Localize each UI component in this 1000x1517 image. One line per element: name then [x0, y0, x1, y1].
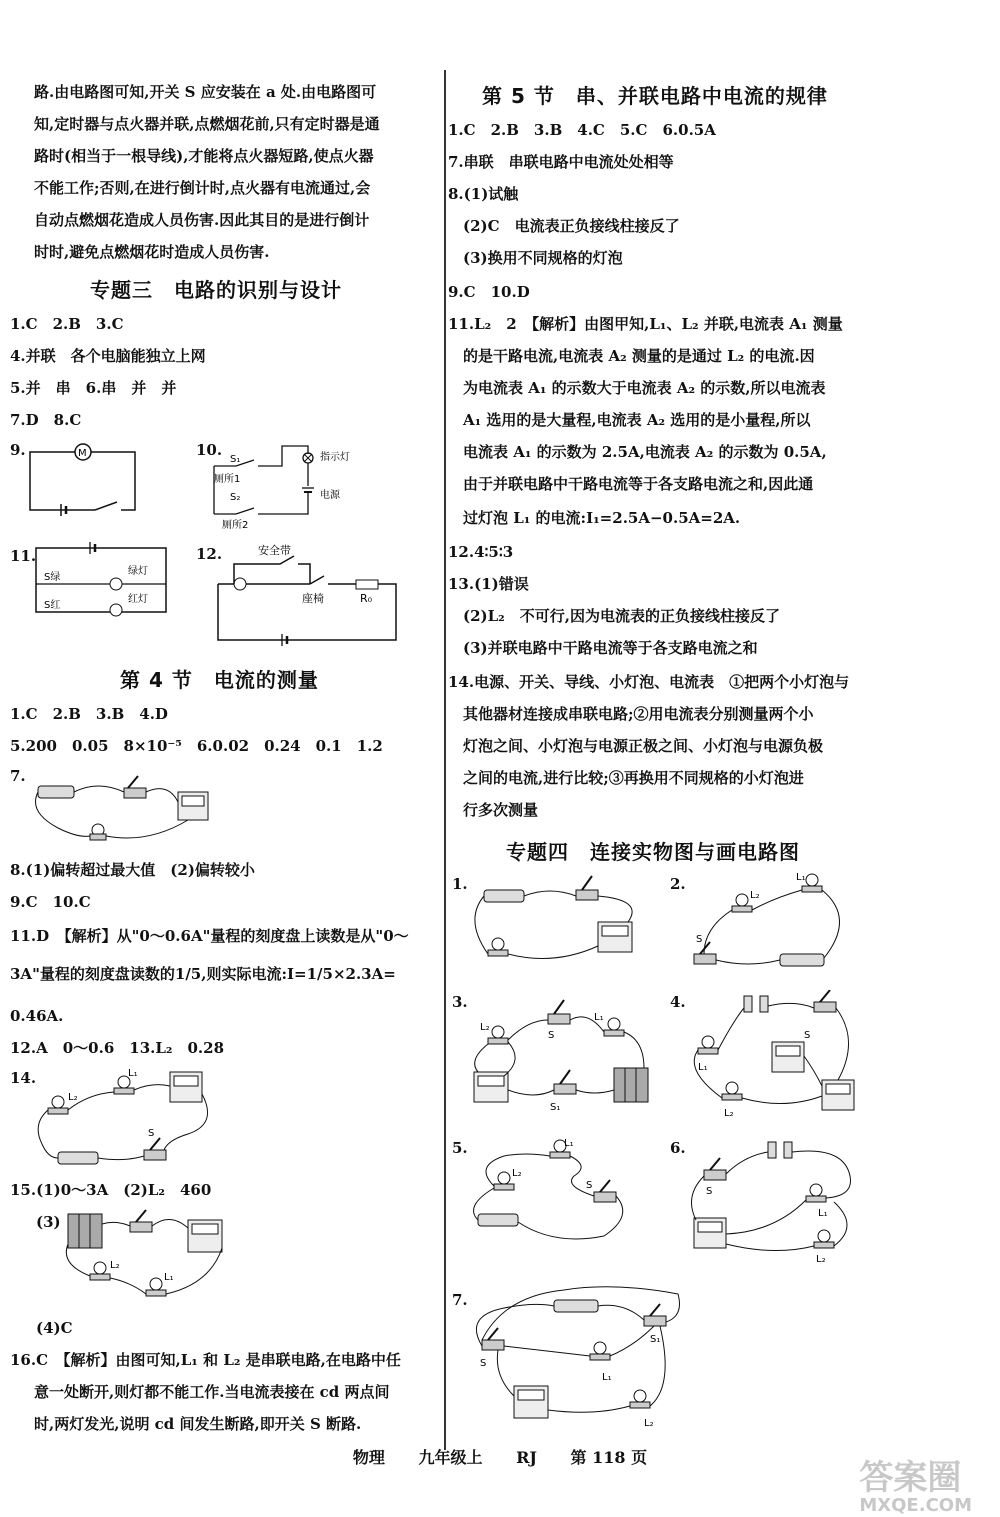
- label-lamp: 指示灯: [320, 452, 350, 463]
- fig-number: 2.: [670, 875, 686, 893]
- label-red: 红灯: [128, 594, 148, 605]
- answer-line: 1.C 2.B 3.B 4.D: [10, 705, 168, 723]
- answer-line: 8.(1)试触: [448, 185, 519, 203]
- answer-line: 12.A 0～0.6 13.L₂ 0.28: [10, 1039, 225, 1057]
- footer-subject: 物理: [352, 1448, 385, 1467]
- answer-line: 时,两灯发光,说明 cd 间发生断路,即开关 S 断路.: [34, 1415, 362, 1433]
- label-l1: L₁: [564, 1138, 574, 1149]
- apparatus-diagram-r7: [464, 1286, 694, 1436]
- answer-line: 15.(1)0～3A (2)L₂ 460: [10, 1181, 212, 1199]
- watermark: 答案圈 MXQE.COM: [859, 1458, 972, 1516]
- answer-line: 之间的电流,进行比较;③再换用不同规格的小灯泡进: [448, 769, 804, 787]
- label-l2: L₂: [110, 1260, 120, 1271]
- answer-line: (3): [36, 1213, 61, 1231]
- answer-line: 5.并 串 6.串 并 并: [10, 379, 177, 397]
- answer-line: 5.200 0.05 8×10⁻⁵ 6.0.02 0.24 0.1 1.2: [10, 737, 383, 755]
- label-s2: S₂: [230, 492, 241, 503]
- label-l1: L₁: [818, 1208, 828, 1219]
- answer-line: 0.46A.: [10, 1007, 64, 1025]
- answer-line: 由于并联电路中干路电流等于各支路电流之和,因此通: [448, 475, 814, 493]
- intro-line: 自动点燃烟花造成人员伤害.因此其目的是进行倒计: [34, 211, 370, 229]
- sec5-title: 第 5 节 串、并联电路中电流的规律: [482, 84, 828, 108]
- apparatus-diagram-r1: [464, 870, 654, 970]
- answer-line: (2)C 电流表正负接线柱接反了: [448, 217, 680, 235]
- answer-line: 4.并联 各个电脑能独立上网: [10, 347, 206, 365]
- answer-line: 为电流表 A₁ 的示数大于电流表 A₂ 的示数,所以电流表: [448, 379, 826, 397]
- fig-number: 7.: [452, 1291, 468, 1309]
- footer-page: 第 118 页: [570, 1448, 648, 1467]
- label-belt: 安全带: [258, 544, 291, 557]
- svg-text:M: M: [78, 448, 87, 459]
- answer-line: 其他器材连接成串联电路;②用电流表分别测量两个小: [448, 705, 814, 723]
- apparatus-diagram-r4: [684, 990, 864, 1120]
- label-seat: 座椅: [302, 592, 324, 605]
- label-l2: L₂: [480, 1022, 490, 1033]
- apparatus-diagram-14: [28, 1064, 228, 1174]
- answer-line: 3A"量程的刻度盘读数的1/5,则实际电流:I=1/5×2.3A=: [10, 965, 396, 983]
- intro-line: 时时,避免点燃烟花时造成人员伤害.: [34, 243, 270, 261]
- label-l1: L₁: [698, 1062, 708, 1073]
- intro-line: 路.由电路图可知,开关 S 应安装在 a 处.由电路图可: [34, 83, 377, 101]
- label-r0: R₀: [360, 592, 373, 605]
- fig-number: 4.: [670, 993, 686, 1011]
- answer-line: 电流表 A₁ 的示数为 2.5A,电流表 A₂ 的示数为 0.5A,: [448, 443, 827, 461]
- answer-line: (3)换用不同规格的灯泡: [448, 249, 623, 267]
- page-footer: [0, 1445, 1000, 1468]
- label-l2: L₂: [816, 1254, 826, 1265]
- apparatus-diagram-r5: [464, 1136, 654, 1256]
- label-s: S: [586, 1180, 593, 1191]
- fig-number: 1.: [452, 875, 468, 893]
- label-toilet2: 厕所2: [222, 520, 249, 531]
- answer-line: (4)C: [36, 1319, 73, 1337]
- column-divider: [444, 70, 446, 1450]
- apparatus-diagram-15: [60, 1204, 240, 1304]
- label-s: S: [480, 1358, 487, 1369]
- answer-line: 过灯泡 L₁ 的电流:I₁=2.5A−0.5A=2A.: [448, 509, 741, 527]
- label-s: S: [804, 1030, 811, 1041]
- label-s1: S₁: [230, 454, 241, 465]
- q11-label: 11.: [10, 547, 37, 565]
- fig-number: 5.: [452, 1139, 468, 1157]
- label-sr: S红: [44, 600, 61, 611]
- answer-line: 11.D 【解析】从"0～0.6A"量程的刻度盘上读数是从"0～: [10, 927, 409, 945]
- answer-line: 意一处断开,则灯都不能工作.当电流表接在 cd 两点间: [34, 1383, 390, 1401]
- footer-edition: RJ: [516, 1448, 537, 1467]
- label-l1: L₁: [594, 1012, 604, 1023]
- answer-line: 7.串联 串联电路中电流处处相等: [448, 153, 674, 171]
- answer-line: 8.(1)偏转超过最大值 (2)偏转较小: [10, 861, 255, 879]
- label-green: 绿灯: [128, 566, 148, 577]
- label-l2: L₂: [512, 1168, 522, 1179]
- label-l1: L₁: [602, 1372, 612, 1383]
- footer-grade: 九年级上: [418, 1448, 483, 1467]
- answer-line: 13.(1)错误: [448, 575, 529, 593]
- answer-line: 9.C 10.C: [10, 893, 91, 911]
- intro-line: 不能工作;否则,在进行倒计时,点火器有电流通过,会: [34, 179, 371, 197]
- apparatus-diagram-7: [28, 772, 228, 852]
- answer-line: 7.: [10, 767, 26, 785]
- topic3-title: 专题三 电路的识别与设计: [90, 278, 342, 302]
- answer-line: 14.电源、开关、导线、小灯泡、电流表 ①把两个小灯泡与: [448, 673, 850, 691]
- answer-line: (3)并联电路中干路电流等于各支路电流之和: [448, 639, 758, 657]
- answer-line: 1.C 2.B 3.B 4.C 5.C 6.0.5A: [448, 121, 716, 139]
- label-s: S: [548, 1030, 555, 1041]
- answer-line: 1.C 2.B 3.C: [10, 315, 124, 333]
- label-l2: L₂: [644, 1418, 654, 1429]
- intro-line: 知,定时器与点火器并联,点燃烟花前,只有定时器是通: [34, 115, 380, 133]
- label-l2: L₂: [724, 1108, 734, 1119]
- label-l1: L₁: [796, 872, 806, 883]
- label-l2: L₂: [750, 890, 760, 901]
- answer-line: 9.C 10.D: [448, 283, 530, 301]
- q12-label: 12.: [196, 545, 223, 563]
- answer-line: (2)L₂ 不可行,因为电流表的正负接线柱接反了: [448, 607, 780, 625]
- label-s: S: [706, 1186, 713, 1197]
- answer-line: 7.D 8.C: [10, 411, 82, 429]
- answer-line: 行多次测量: [448, 801, 539, 819]
- answer-line: 16.C 【解析】由图可知,L₁ 和 L₂ 是串联电路,在电路中任: [10, 1351, 401, 1369]
- intro-line: 路时(相当于一根导线),才能将点火器短路,使点火器: [34, 147, 374, 165]
- label-s: S: [148, 1128, 155, 1139]
- apparatus-diagram-r3: [464, 990, 664, 1120]
- fig-number: 3.: [452, 993, 468, 1011]
- label-sg: S绿: [44, 572, 61, 583]
- apparatus-diagram-r2: [684, 868, 864, 978]
- circuit-diagram-11: [32, 538, 182, 618]
- answer-line: 的是干路电流,电流表 A₂ 测量的是通过 L₂ 的电流.因: [448, 347, 815, 365]
- q9-label: 9.: [10, 441, 26, 459]
- circuit-diagram-9: [25, 440, 145, 520]
- apparatus-diagram-r6: [684, 1136, 864, 1266]
- topic4-title: 专题四 连接实物图与画电路图: [506, 840, 800, 864]
- answer-line: 12.4∶5∶3: [448, 543, 514, 561]
- label-toilet1: 厕所1: [214, 474, 241, 485]
- q10-label: 10.: [196, 441, 223, 459]
- answer-line: A₁ 选用的是大量程,电流表 A₂ 选用的是小量程,所以: [448, 411, 811, 429]
- answer-line: 11.L₂ 2 【解析】由图甲知,L₁、L₂ 并联,电流表 A₁ 测量: [448, 315, 843, 333]
- answer-line: 14.: [10, 1069, 37, 1087]
- label-s: S: [696, 934, 703, 945]
- fig-number: 6.: [670, 1139, 686, 1157]
- label-l1: L₁: [164, 1272, 174, 1283]
- label-power: 电源: [320, 490, 340, 501]
- label-s1: S₁: [650, 1334, 661, 1345]
- label-s1: S₁: [550, 1102, 561, 1113]
- label-l1: L₁: [128, 1068, 138, 1079]
- label-l2: L₂: [68, 1092, 78, 1103]
- answer-line: 灯泡之间、小灯泡与电源正极之间、小灯泡与电源负极: [448, 737, 824, 755]
- sec4-title: 第 4 节 电流的测量: [120, 668, 319, 692]
- circuit-diagram-12: [210, 540, 410, 650]
- circuit-diagram-10: [196, 436, 396, 536]
